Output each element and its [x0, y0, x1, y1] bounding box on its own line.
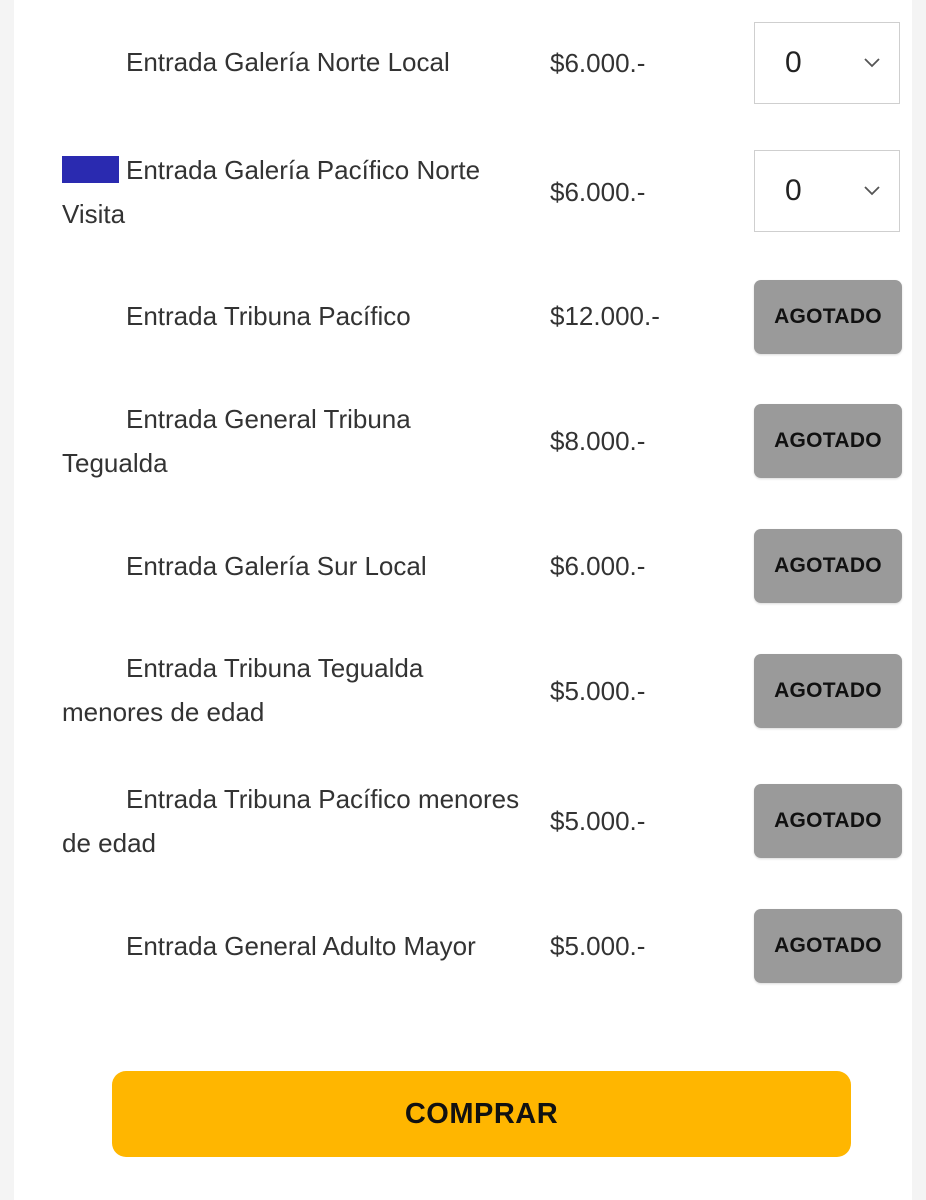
ticket-name: Entrada Tribuna Tegualda menores de edad [62, 653, 424, 727]
quantity-select[interactable] [754, 150, 900, 232]
ticket-name: Entrada Tribuna Pacífico [126, 301, 411, 331]
sold-out-button[interactable]: AGOTADO [754, 909, 902, 983]
ticket-price: $5.000.- [550, 931, 646, 961]
ticket-price: $5.000.- [550, 806, 646, 836]
quantity-value: 0 [785, 46, 802, 79]
chevron-down-icon [863, 54, 881, 72]
sold-out-button[interactable]: AGOTADO [754, 529, 902, 603]
ticket-price: $5.000.- [550, 676, 646, 706]
ticket-name: Entrada General Adulto Mayor [126, 931, 476, 961]
ticket-name [62, 148, 520, 236]
sold-out-button[interactable]: AGOTADO [754, 404, 902, 478]
quantity-value: 0 [785, 174, 802, 207]
flag-icon [62, 156, 119, 183]
ticket-name: Entrada Galería Norte Local [126, 47, 450, 77]
sold-out-button[interactable]: AGOTADO [754, 784, 902, 858]
ticket-name: Entrada Galería Sur Local [126, 551, 427, 581]
quantity-select[interactable] [754, 22, 900, 104]
sold-out-button[interactable]: AGOTADO [754, 654, 902, 728]
buy-button[interactable]: COMPRAR [112, 1071, 851, 1157]
ticket-price: $12.000.- [550, 301, 660, 331]
ticket-name-text: Entrada Galería Pacífico Norte Visita [62, 155, 481, 229]
ticket-price: $6.000.- [550, 48, 646, 78]
chevron-down-icon [863, 182, 881, 200]
ticket-panel [14, 0, 912, 1200]
ticket-name: Entrada Tribuna Pacífico menores de edad [62, 784, 520, 858]
ticket-price: $6.000.- [550, 551, 646, 581]
ticket-name: Entrada General Tribuna Tegualda [62, 404, 411, 478]
ticket-price: $8.000.- [550, 426, 646, 456]
ticket-price: $6.000.- [550, 177, 646, 207]
sold-out-button[interactable]: AGOTADO [754, 280, 902, 354]
